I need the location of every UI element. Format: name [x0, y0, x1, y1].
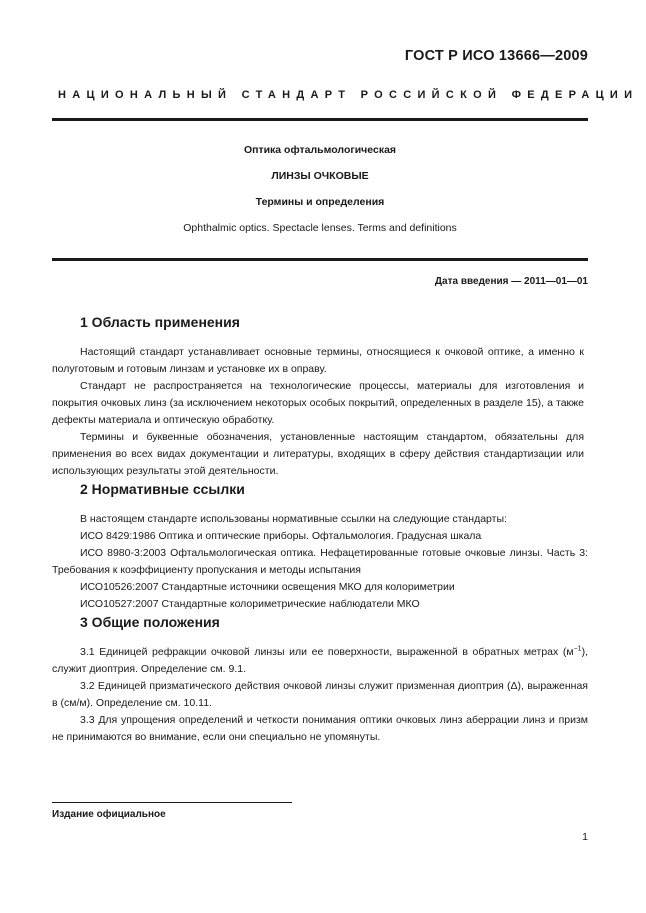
paragraph: В настоящем стандарте использованы нормативные ссылки на следующие стандарты:	[80, 513, 507, 525]
section-normative-refs	[52, 481, 588, 613]
paragraph-text: ), служит диоптрия. Определение см. 9.1.	[52, 646, 588, 675]
title-divider	[52, 258, 588, 261]
section-heading: 3 Общие положения	[80, 614, 220, 630]
english-title: Ophthalmic optics. Spectacle lenses. Terms and definitions	[183, 222, 457, 234]
top-divider	[52, 118, 588, 121]
reference-item: ИСО10527:2007 Стандартные колориметрические наблюдатели МКО	[80, 598, 420, 610]
superscript: −1	[573, 645, 582, 653]
paragraph	[52, 644, 588, 678]
title-line-3: Термины и определения	[255, 196, 385, 208]
standard-code: ГОСТ Р ИСО 13666—2009	[404, 48, 588, 64]
section-general	[52, 614, 588, 746]
intro-date: Дата введения — 2011—01—01	[434, 276, 588, 287]
edition-label: Издание официальное	[52, 809, 166, 820]
page-number: 1	[582, 831, 588, 843]
section-heading: 2 Нормативные ссылки	[80, 481, 245, 497]
national-standard-title: НАЦИОНАЛЬНЫЙ СТАНДАРТ РОССИЙСКОЙ ФЕДЕРАЦИИ	[58, 89, 639, 101]
reference-item: ИСО 8980-3:2003 Офтальмологическая оптика. Нефацетированные готовые очковые линзы. Часть 3: Требования к коэффициенту пропускания и методы испытания	[52, 547, 588, 576]
paragraph: 3.3 Для упрощения определений и четкости понимания оптики очковых линз аберрации линз и призм не принимаются во внимание, если они специально не упомянуты.	[52, 714, 588, 743]
title-line-1: Оптика офтальмологическая	[243, 144, 397, 156]
paragraph: Настоящий стандарт устанавливает основные термины, относящиеся к очковой оптике, а именно к полуготовым и готовым линзам и установке их в оправу.	[52, 346, 584, 375]
section-scope	[52, 314, 588, 480]
paragraph: Термины и буквенные обозначения, установленные настоящим стандартом, обязательны для применения во всех видах документации и литературы, входящих в сферу действия стандартизации или использующих результаты этой деятельности.	[52, 431, 584, 477]
paragraph: 3.2 Единицей призматического действия очковой линзы служит призменная диоптрия (Δ), выраженная в (см/м). Определение см. 10.11.	[52, 680, 588, 709]
footer-divider	[52, 802, 292, 803]
title-line-2: ЛИНЗЫ ОЧКОВЫЕ	[271, 170, 369, 182]
reference-item: ИСО10526:2007 Стандартные источники освещения МКО для колориметрии	[80, 581, 455, 593]
reference-item: ИСО 8429:1986 Оптика и оптические приборы. Офтальмология. Градусная шкала	[80, 530, 482, 542]
paragraph-text: 3.1 Единицей рефракции очковой линзы или ее поверхности, выраженной в обратных метрах (м	[80, 646, 574, 658]
paragraph: Стандарт не распространяется на технологические процессы, материалы для изготовления и покрытия очковых линз (за исключением некоторых особых покрытий, определенных в разделе 15), а также дефекты материала и оптическую обработку.	[52, 380, 584, 426]
section-heading: 1 Область применения	[80, 314, 240, 330]
